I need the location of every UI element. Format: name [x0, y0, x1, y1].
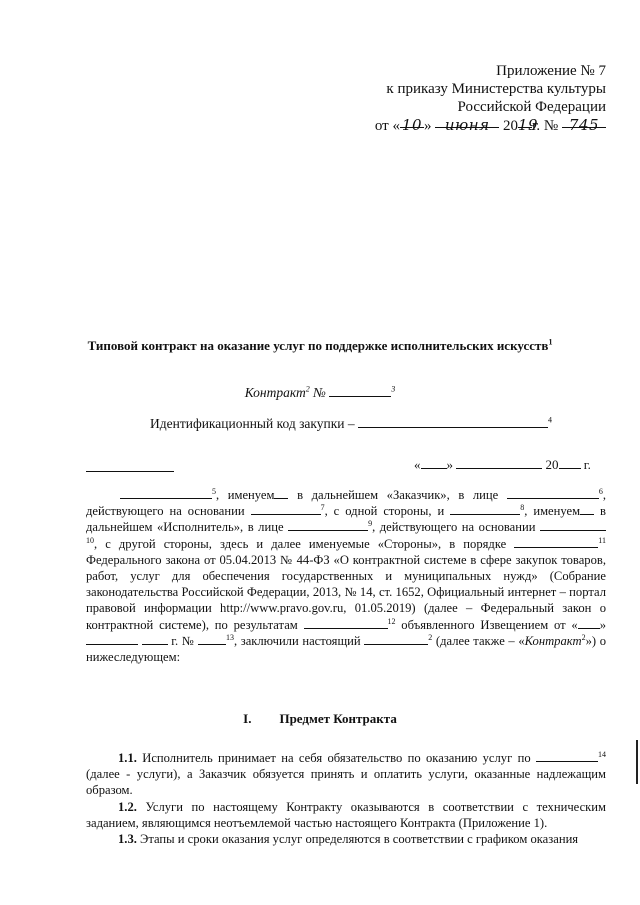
- representative-blank-2: [288, 519, 368, 531]
- results-blank: [304, 617, 388, 629]
- representative-blank-1: [507, 487, 599, 499]
- preamble-text-5: , именуем: [524, 504, 581, 519]
- fn-2b: 2: [581, 632, 586, 642]
- preamble-text-14: (далее также – «: [432, 633, 525, 648]
- procurement-code-footnote: 4: [548, 415, 553, 425]
- clause-1-1-text-a: Исполнитель принимает на себя обязательство по оказанию услуг по: [136, 751, 536, 765]
- date-year-blank: [559, 457, 581, 469]
- fn-11: 11: [598, 535, 606, 545]
- preamble-text-1: , именуем: [216, 488, 275, 502]
- fn-13: 13: [225, 632, 234, 642]
- clause-1-2-text: Услуги по настоящему Контракту оказываются в соответствии с техническим заданием, являющимся неотъемлемой частью настоящего Контракта (Приложение 1).: [86, 799, 606, 830]
- clause-1-2-number: 1.2.: [118, 799, 137, 814]
- preamble-text-13: , заключили настоящий: [233, 633, 365, 648]
- contractor-blank: [450, 503, 520, 515]
- contract-title: [40, 338, 600, 354]
- clause-1-3: [86, 831, 606, 847]
- contract-label: Контракт: [244, 385, 306, 400]
- fn-2a: 2: [428, 632, 433, 642]
- preamble-text-7: , действующего на основании: [372, 520, 540, 535]
- clause-1-1-text-b: (далее - услуги), а Заказчик обязуется принять и оплатить услуги, оказанные надлежащим образом.: [86, 767, 606, 798]
- date-month-handwritten: июня: [435, 116, 499, 128]
- clause-1-3-number: 1.3.: [118, 832, 137, 847]
- notice-number-blank: [198, 633, 226, 645]
- notice-year-blank: [142, 633, 168, 645]
- date-year-handwritten: 19: [517, 116, 539, 134]
- preamble-text-15: ») о нижеследующем:: [86, 633, 607, 665]
- fn-10: 10: [86, 535, 94, 545]
- section-title: Предмет Контракта: [279, 711, 397, 726]
- fn-12: 12: [387, 616, 396, 626]
- procurement-code-line: [150, 416, 552, 432]
- fn-5: 5: [212, 486, 216, 496]
- basis-blank-1: [251, 503, 321, 515]
- contract-no-sign: №: [313, 385, 326, 400]
- contract-label-footnote: 2: [305, 384, 310, 394]
- appendix-ministry: Российской Федерации: [457, 99, 606, 115]
- appendix-order-ref: к приказу Министерства культуры: [386, 81, 606, 97]
- clause-1-3-text: Этапы и сроки оказания услуг определяются в соответствии с графиком оказания: [136, 832, 579, 847]
- clauses-block: [86, 750, 606, 847]
- title-footnote: 1: [548, 337, 553, 347]
- appendix-header: [375, 62, 606, 135]
- fn-14: 14: [598, 749, 606, 759]
- fn-9: 9: [368, 519, 373, 529]
- ending-blank-2: [580, 503, 594, 515]
- contract-date-line: [414, 457, 591, 473]
- notice-month-blank: [86, 633, 138, 645]
- preamble-text-4: , с одной стороны, и: [324, 504, 451, 519]
- appendix-date-line: [375, 116, 606, 135]
- date-sep: г. №: [531, 118, 559, 134]
- fn-6: 6: [598, 486, 603, 496]
- date-year: 20: [545, 457, 559, 472]
- date-open-quote: «: [414, 457, 421, 472]
- contract-type-blank: [364, 633, 428, 645]
- date-prefix: от «: [374, 118, 400, 134]
- service-subject-blank: [536, 750, 598, 762]
- appendix-number: Приложение № 7: [496, 63, 606, 79]
- procurement-code-label: Идентификационный код закупки –: [150, 416, 355, 431]
- preamble-text-10: объявленного Извещением от «: [395, 617, 578, 632]
- contract-number-line: [0, 385, 640, 401]
- contract-number-footnote: 3: [391, 384, 396, 394]
- section-heading: [0, 711, 640, 727]
- clause-1-1: [86, 750, 606, 799]
- preamble-text-8: , с другой стороны, здесь и далее именуемые «Стороны», в порядке: [94, 536, 515, 551]
- date-day-blank: [421, 457, 447, 469]
- notice-day-blank: [578, 617, 600, 629]
- preamble-contract-italic: Контракт: [524, 633, 582, 648]
- preamble-text-12: г. №: [167, 633, 198, 648]
- scan-edge-mark: [636, 740, 638, 784]
- procedure-blank: [514, 536, 598, 548]
- preamble-text-2: в дальнейшем «Заказчик», в лице: [288, 488, 507, 502]
- preamble-text-11: »: [599, 617, 606, 632]
- fn-8: 8: [520, 503, 525, 513]
- date-close-quote: »: [446, 457, 453, 472]
- date-month-blank: [456, 457, 542, 469]
- clause-1-2: [86, 799, 606, 831]
- order-number-handwritten: 745: [562, 116, 606, 128]
- contract-number-blank: [329, 385, 391, 397]
- section-number: I.: [243, 711, 252, 726]
- place-blank: [86, 457, 174, 472]
- date-mid: »: [423, 118, 432, 134]
- procurement-code-blank: [358, 416, 548, 428]
- ending-blank-1: [274, 487, 288, 499]
- fn-7: 7: [320, 503, 325, 513]
- date-suffix: г.: [583, 457, 591, 472]
- customer-blank: [120, 487, 212, 499]
- date-year-prefix: 20: [502, 118, 518, 134]
- basis-blank-2: [540, 519, 606, 531]
- preamble-text-9: Федерального закона от 05.04.2013 № 44-ФЗ «О контрактной системе в сфере закупок товаров, работ, услуг для обеспечения государственных и муниципальных нужд» (Собрание законодательства Российской Федерации, 2013, № 14, ст. 1652, Официальный интернет – портал правовой информации http://www.pravo.gov.ru, 01.05.2019) (далее – Федеральный закон о контрактной системе), по результатам: [86, 552, 606, 632]
- contract-title-text: Типовой контракт на оказание услуг по поддержке исполнительских искусств: [87, 338, 549, 353]
- preamble-paragraph: [86, 487, 606, 665]
- preamble-text-3: , действующего на основании: [86, 488, 607, 519]
- clause-1-1-number: 1.1.: [118, 751, 137, 765]
- date-day-handwritten: 10: [401, 116, 423, 134]
- preamble-text-6: в дальнейшем «Исполнитель», в лице: [86, 504, 606, 535]
